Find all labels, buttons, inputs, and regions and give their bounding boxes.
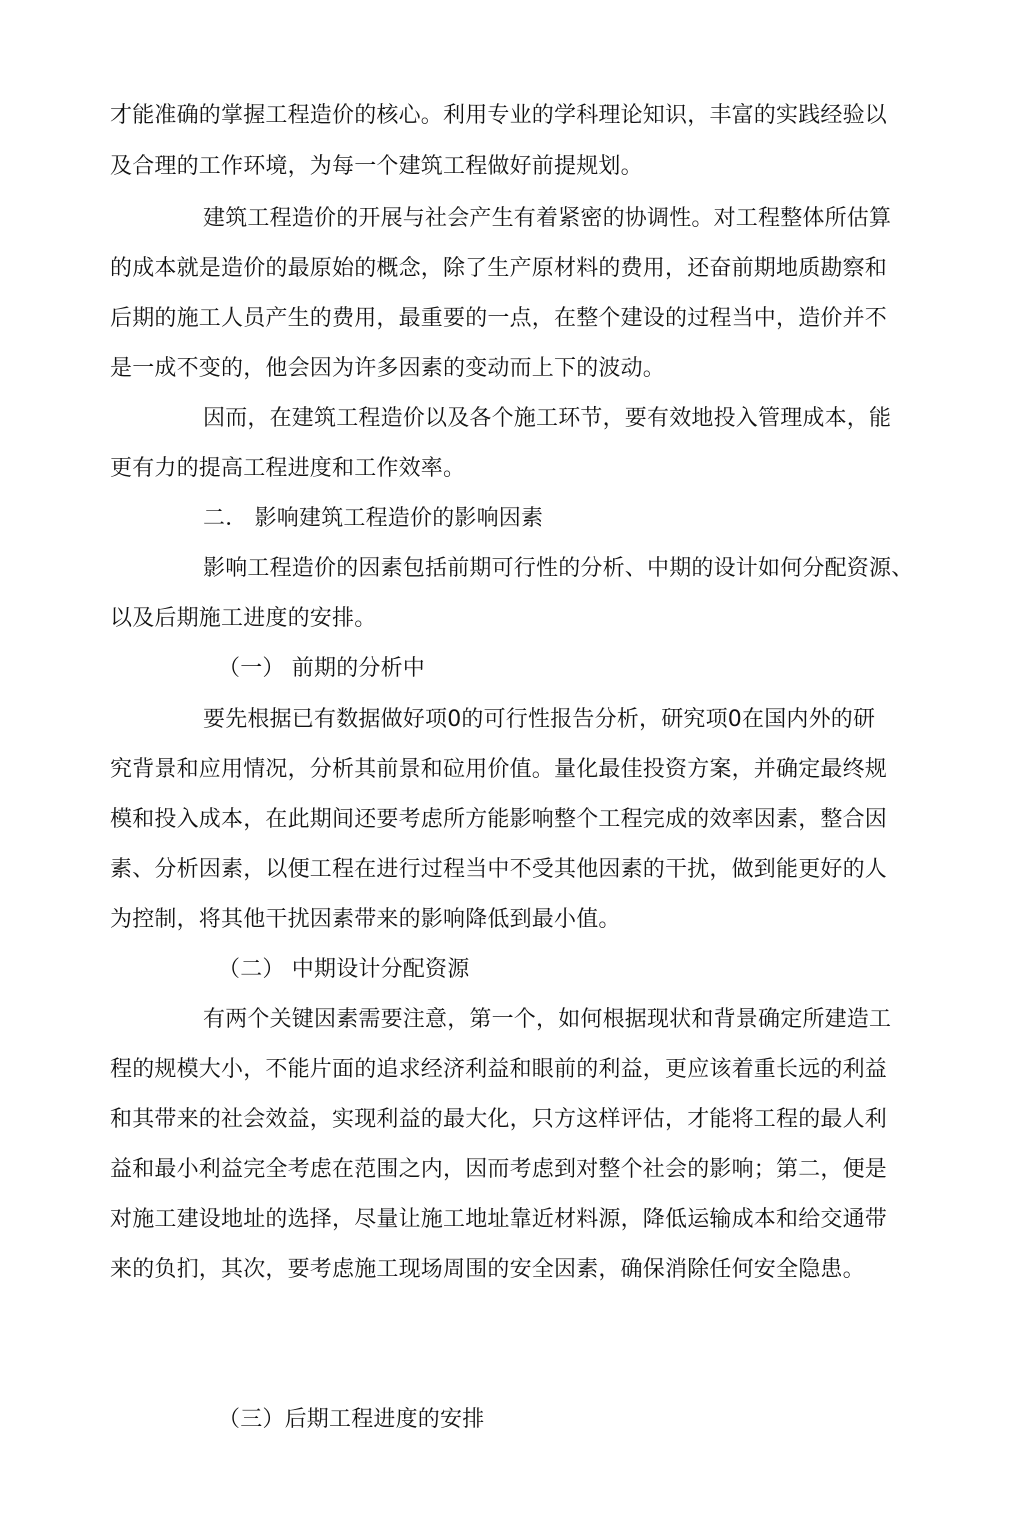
text-line: 后期的施工人员产生的费用，最重要的一点，在整个建设的过程当中，造价并不 [110, 306, 888, 331]
text-line: 更有力的提高工程进度和工作效率。 [110, 456, 466, 481]
text-line: 来的负扪，其次，要考虑施工现场周围的安全因素，确保消除任何安全隐患。 [110, 1257, 865, 1282]
text-line: 益和最小利益完全考虑在范围之内，因而考虑到对整个社会的影响；第二，便是 [110, 1157, 888, 1182]
text-line: 素、分析因素，以便工程在进行过程当中不受其他因素的干扰，做到能更好的人 [110, 857, 888, 882]
paragraph-start: 建筑工程造价的开展与社会产生有着紧密的协调性。对工程整体所估算 [203, 206, 892, 231]
paragraph-start: 因而，在建筑工程造价以及各个施工环节，要有效地投入管理成本，能 [203, 406, 892, 431]
text-line: 为控制，将其他干扰因素带来的影响降低到最小值。 [110, 907, 621, 932]
paragraph-start: 影响工程造价的因素包括前期可行性的分析、中期的设计如何分配资源、 [203, 556, 914, 581]
subsection-heading: （三）后期工程进度的安排 [218, 1407, 485, 1432]
text-line: 究背景和应用情况，分析其前景和砬用价值。量化最佳投资方案，并确定最终规 [110, 757, 888, 782]
text-line: 是一成不变的，他会因为许多因素的变动而上下的波动。 [110, 356, 666, 381]
subsection-heading: （一） 前期的分析中 [218, 656, 425, 681]
paragraph-start: 有两个关键因素需要注意，第一个，如何根据现状和背景确定所建造工 [203, 1007, 892, 1032]
text-line: 程的规模大小，不能片面的追求经济利益和眼前的利益，更应该着重长远的利益 [110, 1057, 888, 1082]
section-heading: 二． 影响建筑工程造价的影响因素 [203, 506, 544, 531]
subsection-heading: （二） 中期设计分配资源 [218, 957, 470, 982]
text-line: 才能准确的掌握工程造价的核心。利用专业的学科理论知识，丰富的实践经验以 [110, 103, 888, 128]
text-line: 的成本就是造价的最原始的概念，除了生产原材料的费用，还奋前期地质勘察和 [110, 256, 888, 281]
text-line: 及合理的工作环境，为每一个建筑工程做好前提规划。 [110, 154, 643, 179]
text-line: 模和投入成本，在此期间还要考虑所方能影响整个工程完成的效率因素，整合因 [110, 807, 888, 832]
text-line: 和其带来的社会效益，实现利益的最大化，只方这样评估，才能将工程的最人利 [110, 1107, 888, 1132]
text-line: 以及后期施工进度的安排。 [110, 606, 377, 631]
text-line: 对施工建设地址的选择，尽量让施工地址靠近材料源，降低运输成本和给交通带 [110, 1207, 888, 1232]
paragraph-start: 要先根据已有数据做好项0的可行性报告分析，研究项0在国内外的研 [203, 707, 876, 732]
